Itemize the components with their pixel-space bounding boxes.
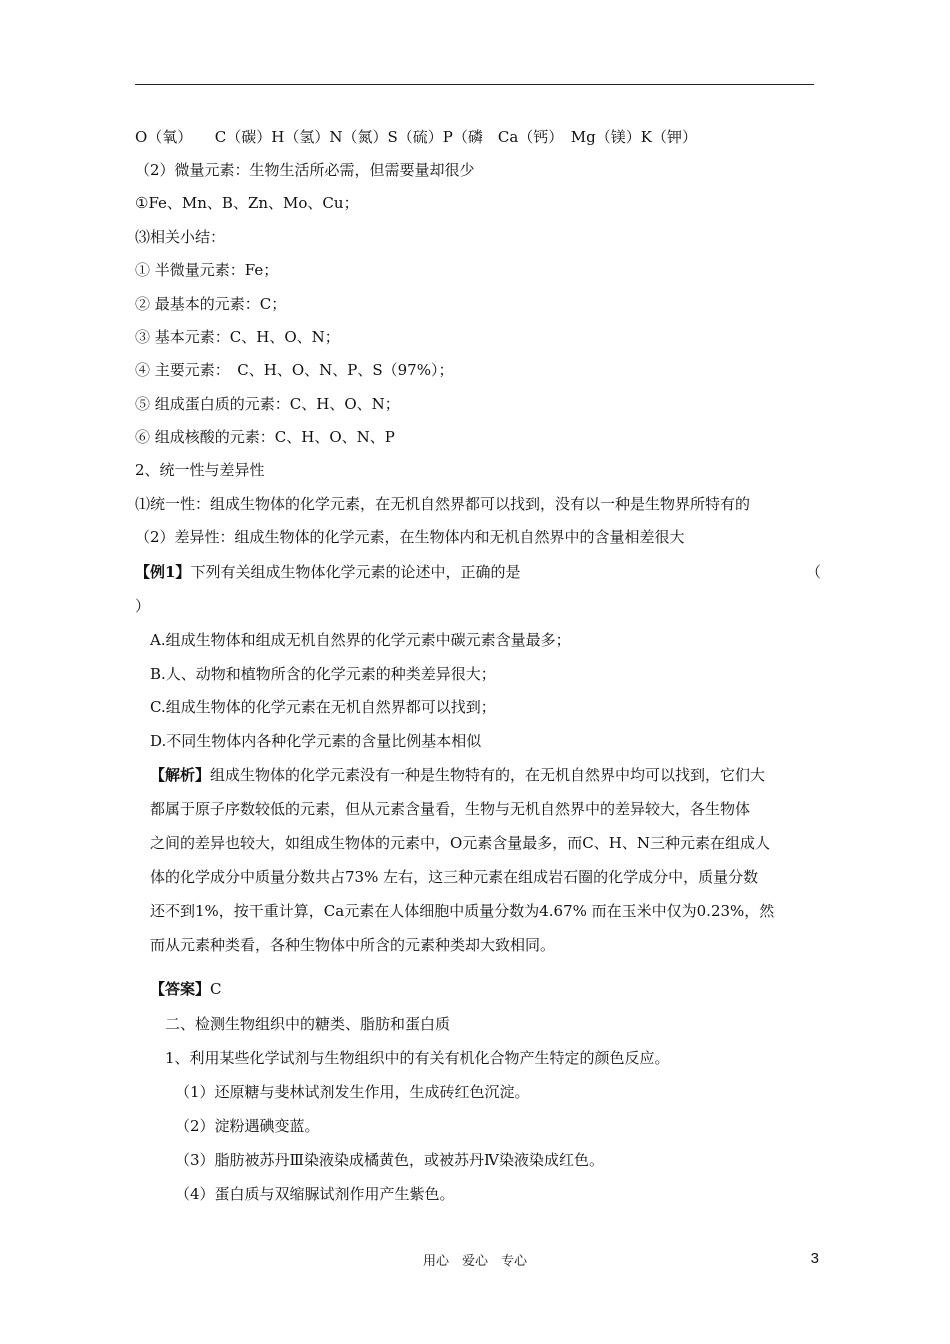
- example-paren-open: （: [806, 563, 822, 581]
- text-line-summary-4: ④ 主要元素： C、H、O、N、P、S（97%）；: [135, 361, 454, 379]
- text-line-reducing-sugar: （1）还原糖与斐林试剂发生作用，生成砖红色沉淀。: [175, 1083, 530, 1101]
- analysis-line-3: 之间的差异也较大，如组成生物体的元素中，O元素含量最多，而C、H、N三种元素在组成人: [150, 834, 770, 852]
- analysis-line-4: 体的化学成分中质量分数共占73% 左右，这三种元素在组成岩石圈的化学成分中，质量分数: [150, 868, 759, 886]
- answer-line: [150, 979, 222, 999]
- text-line-difference: （2）差异性：组成生物体的化学元素，在生物体内和无机自然界中的含量相差很大: [135, 528, 685, 546]
- text-line-color-reaction: 1、利用某些化学试剂与生物组织中的有关有机化合物产生特定的颜色反应。: [165, 1049, 670, 1067]
- text-line-summary-3: ③ 基本元素：C、H、O、N；: [135, 328, 340, 346]
- text-line-summary-6: ⑥ 组成核酸的元素：C、H、O、N、P: [135, 428, 395, 446]
- footer-motto: 用心 爱心 专心: [422, 1254, 527, 1269]
- text-line-summary-5: ⑤ 组成蛋白质的元素：C、H、O、N；: [135, 395, 400, 413]
- example-tag: 【例1】: [135, 563, 191, 581]
- section-heading-unity: 2、统一性与差异性: [135, 461, 265, 479]
- example-question: [135, 562, 520, 582]
- header-rule: [135, 84, 814, 85]
- analysis-line-2: 都属于原子序数较低的元素，但从元素含量看，生物与无机自然界中的差异较大，各生物体: [150, 800, 751, 818]
- text-line-summary-1: ① 半微量元素：Fe；: [135, 261, 279, 279]
- text-line-summary-2: ② 最基本的元素：C；: [135, 295, 287, 313]
- option-b: B.人、动物和植物所含的化学元素的种类差异很大；: [150, 665, 496, 683]
- answer-value: C: [210, 980, 222, 998]
- analysis-line-1: 【解析】组成生物体的化学元素没有一种是生物特有的，在无机自然界中均可以找到，它们大: [150, 766, 766, 784]
- analysis-line-5: 还不到1%，按干重计算，Ca元素在人体细胞中质量分数为4.67% 而在玉米中仅为0.23%，然: [150, 902, 775, 920]
- text-line-fat: （3）脂肪被苏丹Ⅲ染液染成橘黄色，或被苏丹Ⅳ染液染成红色。: [175, 1151, 604, 1169]
- page-number: 3: [810, 1250, 819, 1267]
- section-heading-detection: 二、检测生物组织中的糖类、脂肪和蛋白质: [165, 1015, 451, 1033]
- text-line-major-elements: O（氧） C（碳）H（氢）N（氮）S（硫）P（磷 Ca（钙） Mg（镁）K（钾）: [135, 128, 697, 146]
- text-line-trace-elements: （2）微量元素：生物生活所必需，但需要量却很少: [135, 161, 475, 179]
- answer-tag: 【答案】: [150, 980, 211, 998]
- example-paren-close: ）: [135, 597, 151, 615]
- option-a: A.组成生物体和组成无机自然界的化学元素中碳元素含量最多；: [150, 631, 571, 649]
- analysis-line-6: 而从元素种类看，各种生物体中所含的元素种类却大致相同。: [150, 936, 556, 954]
- example-text: 下列有关组成生物体化学元素的论述中，正确的是: [190, 563, 521, 581]
- text-line-starch: （2）淀粉遇碘变蓝。: [175, 1117, 320, 1135]
- text-line-unity: ⑴统一性：组成生物体的化学元素，在无机自然界都可以找到，没有以一种是生物界所特有的: [135, 495, 751, 513]
- text-line-trace-list: ①Fe、Mn、B、Zn、Mo、Cu；: [135, 194, 359, 212]
- text-line-summary-heading: ⑶相关小结：: [135, 228, 226, 246]
- analysis-tag: 【解析】: [150, 766, 211, 784]
- option-d: D.不同生物体内各种化学元素的含量比例基本相似: [150, 732, 482, 750]
- text-line-protein: （4）蛋白质与双缩脲试剂作用产生紫色。: [175, 1185, 455, 1203]
- option-c: C.组成生物体的化学元素在无机自然界都可以找到；: [150, 698, 496, 716]
